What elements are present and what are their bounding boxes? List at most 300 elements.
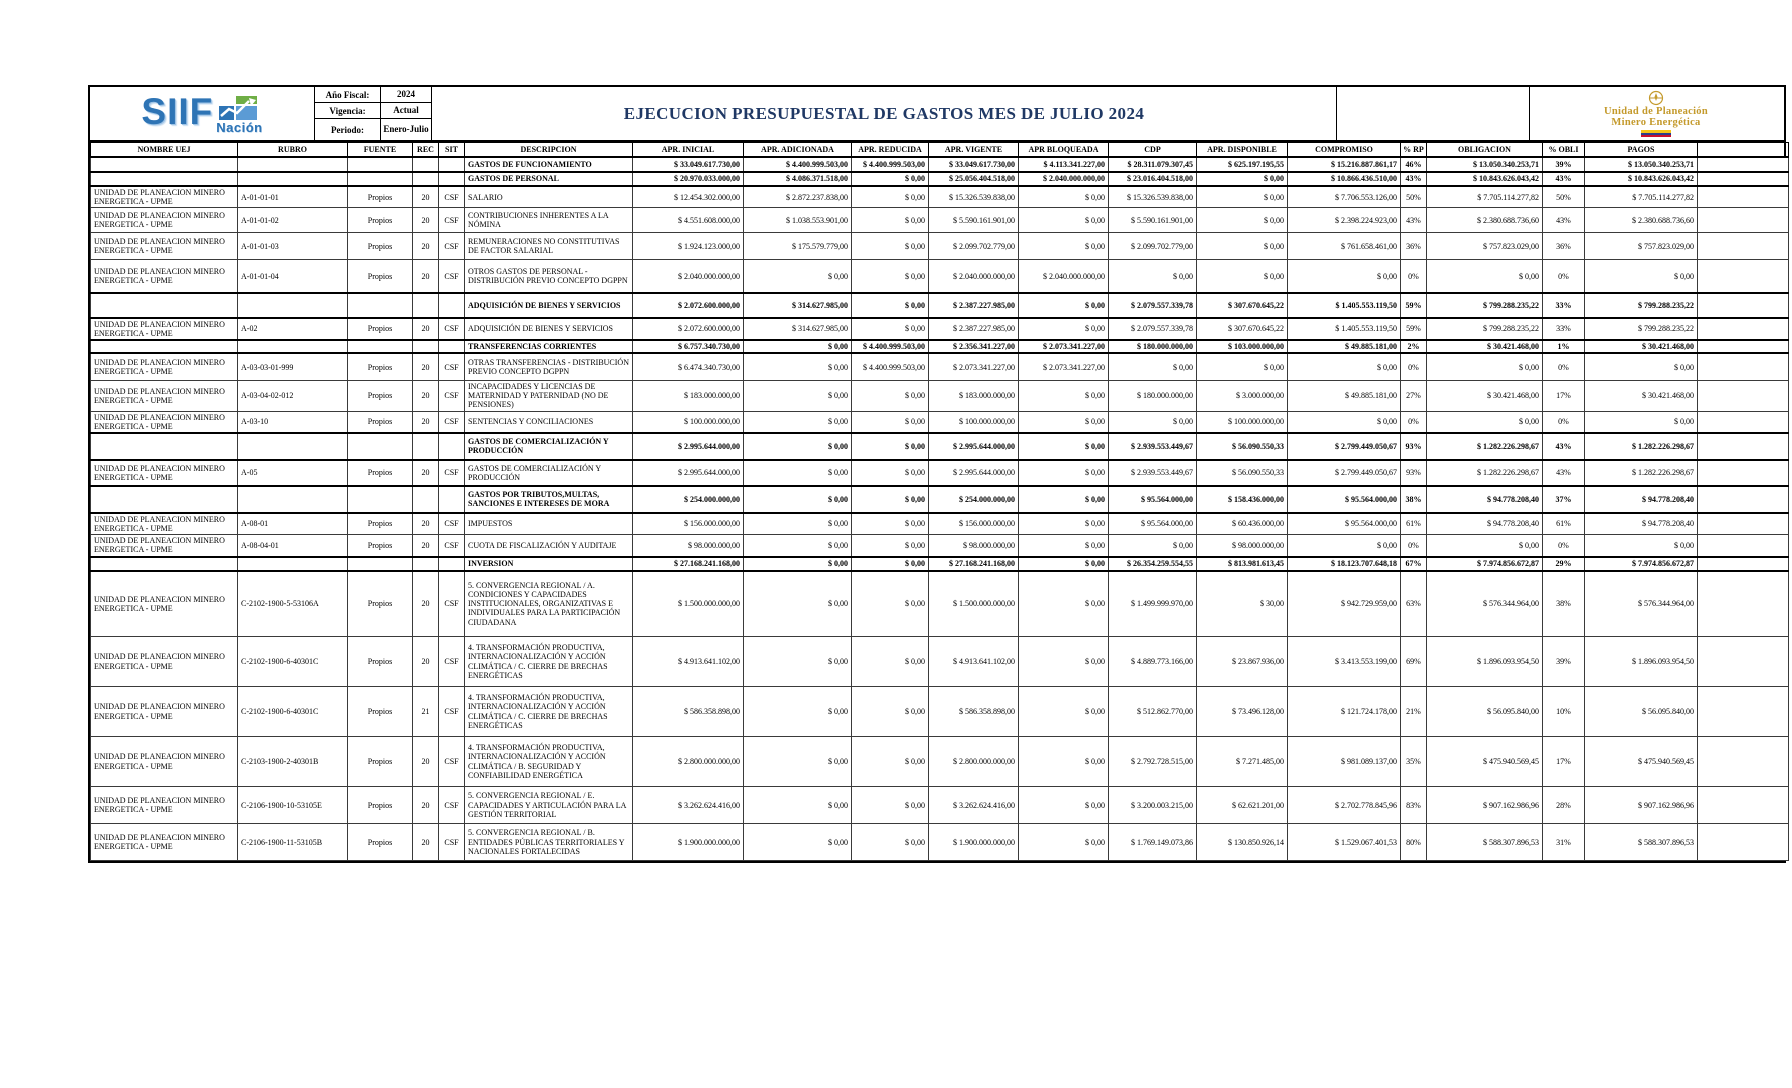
cell-desc: SALARIO [465,186,633,208]
cell-value: $ 0,00 [744,460,852,486]
cell-value: $ 0,00 [852,557,929,571]
cell-value: $ 4.400.999.503,00 [744,157,852,172]
cell-value: $ 2.380.688.736,60 [1427,208,1543,233]
cell-value: $ 0,00 [1427,353,1543,380]
cell-value: $ 2.995.644.000,00 [633,433,744,460]
cell-value: $ 1.405.553.119,50 [1288,293,1401,318]
cell-value: $ 0,00 [1585,535,1698,557]
cell-value: $ 98.000.000,00 [929,535,1019,557]
cell-fuente [348,172,413,186]
cell-value: $ 180.000.000,00 [1109,340,1197,353]
cell-value: $ 799.288.235,22 [1585,293,1698,318]
cell-value: $ 4.086.371.518,00 [744,172,852,186]
cell-value: $ 1.499.999.970,00 [1109,571,1197,637]
cell-nombre: UNIDAD DE PLANEACION MINERO ENERGETICA - UPME [91,186,238,208]
siif-chart-icon [219,96,259,122]
cell-desc: 4. TRANSFORMACIÓN PRODUCTIVA, INTERNACIONALIZACIÓN Y ACCIÓN CLIMÁTICA / C. CIERRE DE BRECHAS ENERGÉTICAS [465,687,633,737]
cell-value: $ 2.702.778.845,96 [1288,787,1401,824]
cell-value: $ 2.387.227.985,00 [929,318,1019,340]
cell-fuente: Propios [348,513,413,535]
cell-rec: 20 [413,637,439,687]
cell-fuente: Propios [348,380,413,411]
cell-value: $ 0,00 [744,353,852,380]
cell-value: $ 0,00 [1109,535,1197,557]
col-header-cdp: CDP [1109,143,1197,158]
cell-value: $ 0,00 [1019,787,1109,824]
cell-rubro: A-01-01-04 [238,260,348,293]
cell-rubro: A-02 [238,318,348,340]
cell-value: $ 0,00 [1019,513,1109,535]
cell-desc: CUOTA DE FISCALIZACIÓN Y AUDITAJE [465,535,633,557]
cell-nombre: UNIDAD DE PLANEACION MINERO ENERGETICA - UPME [91,260,238,293]
cell-value: $ 4.913.641.102,00 [633,637,744,687]
cell-empty [1698,172,1789,186]
cell-empty [1698,340,1789,353]
cell-rec: 20 [413,260,439,293]
cell-sit: CSF [439,637,465,687]
table-row [91,737,1789,787]
cell-rec: 20 [413,824,439,861]
cell-fuente: Propios [348,460,413,486]
cell-value: $ 907.162.986,96 [1585,787,1698,824]
cell-sit [439,293,465,318]
cell-value: $ 0,00 [1019,208,1109,233]
cell-value: $ 0,00 [1427,411,1543,433]
cell-value: $ 6.757.340.730,00 [633,340,744,353]
cell-empty [1698,557,1789,571]
cell-value: $ 49.885.181,00 [1288,380,1401,411]
cell-value: 33% [1543,318,1585,340]
cell-value: $ 0,00 [1019,737,1109,787]
cell-value: $ 0,00 [744,340,852,353]
cell-value: $ 0,00 [1288,411,1401,433]
cell-value: $ 0,00 [852,737,929,787]
cell-sit [439,557,465,571]
cell-value: $ 100.000.000,00 [1197,411,1288,433]
cell-value: 1% [1543,340,1585,353]
cell-value: 50% [1543,186,1585,208]
cell-value: $ 1.924.123.000,00 [633,233,744,260]
cell-value: $ 0,00 [1197,208,1288,233]
cell-value: $ 0,00 [744,513,852,535]
cell-rubro: C-2103-1900-2-40301B [238,737,348,787]
cell-value: 83% [1401,787,1427,824]
cell-desc: GASTOS DE COMERCIALIZACIÓN Y PRODUCCIÓN [465,433,633,460]
col-header-empty [1698,143,1789,158]
summary-row [91,340,1789,353]
cell-value: $ 183.000.000,00 [633,380,744,411]
cell-value: $ 4.913.641.102,00 [929,637,1019,687]
col-header-compromiso: COMPROMISO [1288,143,1401,158]
cell-value: $ 0,00 [744,557,852,571]
cell-nombre: UNIDAD DE PLANEACION MINERO ENERGETICA - UPME [91,824,238,861]
cell-rubro: C-2102-1900-6-40301C [238,687,348,737]
col-header-rec: REC [413,143,439,158]
cell-value: $ 13.050.340.253,71 [1427,157,1543,172]
cell-value: $ 576.344.964,00 [1427,571,1543,637]
cell-value: $ 0,00 [852,460,929,486]
table-row [91,318,1789,340]
cell-value: $ 4.400.999.503,00 [852,157,929,172]
cell-value: $ 0,00 [1019,535,1109,557]
cell-value: 59% [1401,293,1427,318]
cell-value: 31% [1543,824,1585,861]
cell-value: 38% [1543,571,1585,637]
cell-value: $ 0,00 [1288,353,1401,380]
cell-value: $ 30.421.468,00 [1427,340,1543,353]
cell-nombre: UNIDAD DE PLANEACION MINERO ENERGETICA - UPME [91,637,238,687]
cell-value: $ 1.500.000.000,00 [929,571,1019,637]
cell-rubro: A-05 [238,460,348,486]
cell-value: $ 130.850.926,14 [1197,824,1288,861]
cell-fuente [348,293,413,318]
cell-value: $ 0,00 [744,486,852,513]
cell-nombre: UNIDAD DE PLANEACION MINERO ENERGETICA - UPME [91,737,238,787]
cell-value: $ 156.000.000,00 [929,513,1019,535]
cell-value: $ 27.168.241.168,00 [929,557,1019,571]
cell-sit [439,433,465,460]
cell-desc: OTROS GASTOS DE PERSONAL - DISTRIBUCIÓN PREVIO CONCEPTO DGPPN [465,260,633,293]
cell-value: $ 0,00 [852,433,929,460]
cell-fuente: Propios [348,737,413,787]
table-row [91,380,1789,411]
cell-rec [413,172,439,186]
cell-value: $ 0,00 [1019,233,1109,260]
cell-rec: 20 [413,571,439,637]
fiscal-year-label: Año Fiscal: [315,87,381,102]
periodo-label: Periodo: [315,119,381,140]
cell-sit: CSF [439,513,465,535]
cell-value: $ 2.099.702.779,00 [1109,233,1197,260]
cell-value: $ 2.072.600.000,00 [633,318,744,340]
cell-value: $ 2.995.644.000,00 [929,433,1019,460]
cell-sit [439,486,465,513]
cell-empty [1698,233,1789,260]
cell-rec: 20 [413,513,439,535]
cell-value: $ 94.778.208,40 [1427,486,1543,513]
cell-rec [413,486,439,513]
cell-desc: GASTOS POR TRIBUTOS,MULTAS, SANCIONES E INTERESES DE MORA [465,486,633,513]
cell-value: $ 799.288.235,22 [1427,318,1543,340]
summary-row [91,486,1789,513]
cell-fuente [348,486,413,513]
cell-nombre: UNIDAD DE PLANEACION MINERO ENERGETICA - UPME [91,380,238,411]
cell-value: $ 0,00 [744,637,852,687]
cell-nombre: UNIDAD DE PLANEACION MINERO ENERGETICA - UPME [91,687,238,737]
cell-value: $ 2.872.237.838,00 [744,186,852,208]
colombia-flag-icon [1641,130,1671,137]
cell-value: $ 757.823.029,00 [1585,233,1698,260]
table-row [91,233,1789,260]
cell-value: $ 100.000.000,00 [929,411,1019,433]
cell-fuente [348,340,413,353]
cell-value: $ 0,00 [852,318,929,340]
cell-value: $ 475.940.569,45 [1427,737,1543,787]
cell-rubro: A-08-01 [238,513,348,535]
cell-value: $ 60.436.000,00 [1197,513,1288,535]
cell-sit: CSF [439,318,465,340]
cell-value: 0% [1401,260,1427,293]
table-row [91,824,1789,861]
col-header-apr-inicial: APR. INICIAL [633,143,744,158]
cell-value: 61% [1543,513,1585,535]
cell-value: $ 2.079.557.339,78 [1109,318,1197,340]
cell-fuente: Propios [348,535,413,557]
cell-value: $ 254.000.000,00 [633,486,744,513]
cell-value: $ 314.627.985,00 [744,318,852,340]
cell-sit: CSF [439,411,465,433]
cell-value: $ 586.358.898,00 [929,687,1019,737]
cell-sit: CSF [439,535,465,557]
cell-rec [413,557,439,571]
cell-fuente: Propios [348,571,413,637]
cell-value: $ 95.564.000,00 [1288,513,1401,535]
cell-value: $ 2.995.644.000,00 [929,460,1019,486]
cell-value: $ 2.073.341.227,00 [1019,353,1109,380]
cell-value: $ 799.288.235,22 [1585,318,1698,340]
cell-value: $ 625.197.195,55 [1197,157,1288,172]
cell-value: $ 0,00 [1197,233,1288,260]
cell-value: $ 0,00 [1019,571,1109,637]
col-header--obli: % OBLI [1543,143,1585,158]
cell-nombre [91,172,238,186]
cell-value: 50% [1401,186,1427,208]
budget-execution-report [88,85,1786,863]
cell-value: $ 0,00 [1427,535,1543,557]
cell-value: $ 2.072.600.000,00 [633,293,744,318]
cell-value: $ 23.867.936,00 [1197,637,1288,687]
cell-sit: CSF [439,787,465,824]
cell-value: $ 2.040.000.000,00 [1019,172,1109,186]
cell-sit: CSF [439,824,465,861]
cell-desc: GASTOS DE FUNCIONAMIENTO [465,157,633,172]
cell-nombre [91,157,238,172]
cell-value: $ 588.307.896,53 [1585,824,1698,861]
cell-empty [1698,157,1789,172]
cell-value: $ 4.889.773.166,00 [1109,637,1197,687]
cell-value: $ 0,00 [852,513,929,535]
cell-empty [1698,486,1789,513]
col-header-fuente: FUENTE [348,143,413,158]
cell-value: 38% [1401,486,1427,513]
cell-value: 80% [1401,824,1427,861]
cell-value: $ 62.621.201,00 [1197,787,1288,824]
cell-value: $ 0,00 [744,260,852,293]
cell-rubro: A-01-01-03 [238,233,348,260]
cell-value: $ 2.799.449.050,67 [1288,433,1401,460]
cell-value: $ 4.113.341.227,00 [1019,157,1109,172]
cell-value: $ 26.354.259.554,55 [1109,557,1197,571]
cell-fuente: Propios [348,637,413,687]
cell-value: $ 15.326.539.838,00 [929,186,1019,208]
cell-value: $ 0,00 [1109,411,1197,433]
summary-row [91,172,1789,186]
cell-rubro: A-03-04-02-012 [238,380,348,411]
cell-nombre [91,340,238,353]
cell-value: 43% [1543,433,1585,460]
table-row [91,260,1789,293]
cell-fuente [348,557,413,571]
cell-value: $ 0,00 [1427,260,1543,293]
cell-value: 39% [1543,637,1585,687]
cell-value: $ 2.040.000.000,00 [1019,260,1109,293]
cell-value: $ 0,00 [744,411,852,433]
table-row [91,787,1789,824]
cell-value: $ 475.940.569,45 [1585,737,1698,787]
cell-value: $ 94.778.208,40 [1585,513,1698,535]
cell-value: $ 512.862.770,00 [1109,687,1197,737]
cell-desc: REMUNERACIONES NO CONSTITUTIVAS DE FACTOR SALARIAL [465,233,633,260]
title-cell [432,87,1337,140]
cell-value: 63% [1401,571,1427,637]
col-header-sit: SIT [439,143,465,158]
cell-value: $ 10.843.626.043,42 [1427,172,1543,186]
cell-value: $ 0,00 [1288,260,1401,293]
cell-value: 36% [1401,233,1427,260]
cell-sit: CSF [439,186,465,208]
cell-value: $ 158.436.000,00 [1197,486,1288,513]
cell-fuente: Propios [348,824,413,861]
cell-value: $ 0,00 [852,172,929,186]
cell-rec: 20 [413,535,439,557]
cell-value: $ 0,00 [744,737,852,787]
cell-value: $ 576.344.964,00 [1585,571,1698,637]
cell-value: $ 100.000.000,00 [633,411,744,433]
cell-value: $ 2.040.000.000,00 [633,260,744,293]
cell-desc: 4. TRANSFORMACIÓN PRODUCTIVA, INTERNACIONALIZACIÓN Y ACCIÓN CLIMÁTICA / C. CIERRE DE BRECHAS ENERGÉTICAS [465,637,633,687]
cell-empty [1698,460,1789,486]
cell-nombre: UNIDAD DE PLANEACION MINERO ENERGETICA - UPME [91,571,238,637]
upme-logo-line1: Unidad de Planeación [1603,105,1709,117]
cell-sit [439,340,465,353]
cell-desc: SENTENCIAS Y CONCILIACIONES [465,411,633,433]
cell-nombre: UNIDAD DE PLANEACION MINERO ENERGETICA - UPME [91,318,238,340]
cell-value: $ 0,00 [852,380,929,411]
cell-value: $ 15.216.887.861,17 [1288,157,1401,172]
cell-value: $ 10.866.436.510,00 [1288,172,1401,186]
cell-value: $ 0,00 [1019,380,1109,411]
cell-value: 43% [1543,172,1585,186]
cell-value: $ 3.262.624.416,00 [633,787,744,824]
cell-value: 28% [1543,787,1585,824]
fiscal-year-row [315,87,431,103]
cell-value: $ 56.090.550,33 [1197,460,1288,486]
cell-sit: CSF [439,737,465,787]
cell-value: $ 23.016.404.518,00 [1109,172,1197,186]
cell-fuente: Propios [348,233,413,260]
cell-value: $ 175.579.779,00 [744,233,852,260]
cell-value: 69% [1401,637,1427,687]
cell-rubro [238,293,348,318]
cell-value: $ 0,00 [1019,557,1109,571]
cell-value: $ 907.162.986,96 [1427,787,1543,824]
upme-logo-line2: Minero Energética [1611,117,1701,128]
summary-row [91,157,1789,172]
column-header-row [91,143,1789,158]
cell-nombre: UNIDAD DE PLANEACION MINERO ENERGETICA - UPME [91,787,238,824]
cell-value: $ 0,00 [1197,172,1288,186]
cell-desc: 5. CONVERGENCIA REGIONAL / B. ENTIDADES PÚBLICAS TERRITORIALES Y NACIONALES FORTALECIDAS [465,824,633,861]
cell-value: 59% [1401,318,1427,340]
cell-value: $ 4.400.999.503,00 [852,353,929,380]
cell-value: $ 30.421.468,00 [1585,380,1698,411]
cell-value: $ 1.038.553.901,00 [744,208,852,233]
cell-value: $ 2.995.644.000,00 [633,460,744,486]
cell-value: $ 2.380.688.736,60 [1585,208,1698,233]
cell-value: $ 27.168.241.168,00 [633,557,744,571]
cell-rec: 20 [413,737,439,787]
cell-value: $ 2.792.728.515,00 [1109,737,1197,787]
cell-value: $ 314.627.985,00 [744,293,852,318]
cell-value: $ 2.079.557.339,78 [1109,293,1197,318]
upme-crest-icon [1646,90,1666,106]
cell-value: $ 307.670.645,22 [1197,318,1288,340]
cell-value: $ 49.885.181,00 [1288,340,1401,353]
cell-value: 2% [1401,340,1427,353]
cell-rec: 20 [413,353,439,380]
cell-fuente: Propios [348,353,413,380]
cell-value: $ 95.564.000,00 [1109,513,1197,535]
cell-fuente: Propios [348,186,413,208]
cell-value: $ 2.073.341.227,00 [929,353,1019,380]
cell-value: $ 0,00 [852,186,929,208]
cell-value: $ 94.778.208,40 [1427,513,1543,535]
cell-desc: 4. TRANSFORMACIÓN PRODUCTIVA, INTERNACIONALIZACIÓN Y ACCIÓN CLIMÁTICA / B. SEGURIDAD Y CONFIABILIDAD ENERGÉTICA [465,737,633,787]
cell-value: $ 1.282.226.298,67 [1427,460,1543,486]
cell-value: $ 0,00 [744,535,852,557]
cell-value: $ 7.705.114.277,82 [1585,186,1698,208]
cell-value: $ 121.724.178,00 [1288,687,1401,737]
cell-value: $ 10.843.626.043,42 [1585,172,1698,186]
cell-value: $ 1.896.093.954,50 [1427,637,1543,687]
cell-desc: IMPUESTOS [465,513,633,535]
cell-empty [1698,787,1789,824]
cell-value: $ 2.387.227.985,00 [929,293,1019,318]
col-header--rp: % RP [1401,143,1427,158]
cell-value: $ 180.000.000,00 [1109,380,1197,411]
cell-fuente: Propios [348,318,413,340]
cell-value: 43% [1543,460,1585,486]
cell-nombre: UNIDAD DE PLANEACION MINERO ENERGETICA - UPME [91,353,238,380]
cell-value: 67% [1401,557,1427,571]
cell-value: 46% [1401,157,1427,172]
siif-logo-text: SIIF [141,91,214,132]
cell-value: $ 2.799.449.050,67 [1288,460,1401,486]
cell-value: $ 2.040.000.000,00 [929,260,1019,293]
cell-nombre [91,486,238,513]
cell-value: $ 0,00 [852,293,929,318]
cell-value: $ 981.089.137,00 [1288,737,1401,787]
cell-rec: 20 [413,233,439,260]
cell-desc: INVERSION [465,557,633,571]
cell-value: $ 254.000.000,00 [929,486,1019,513]
col-header-apr-bloqueada: APR BLOQUEADA [1019,143,1109,158]
vigencia-row [315,103,431,119]
col-header-apr-disponible: APR. DISPONIBLE [1197,143,1288,158]
cell-value: 0% [1401,535,1427,557]
cell-value: 17% [1543,380,1585,411]
report-header [90,87,1784,142]
cell-empty [1698,433,1789,460]
cell-value: 17% [1543,737,1585,787]
vigencia-label: Vigencia: [315,103,381,118]
cell-rec [413,293,439,318]
col-header-apr-vigente: APR. VIGENTE [929,143,1019,158]
cell-rubro: C-2106-1900-11-53105B [238,824,348,861]
cell-sit: CSF [439,353,465,380]
cell-desc: CONTRIBUCIONES INHERENTES A LA NÓMINA [465,208,633,233]
cell-nombre: UNIDAD DE PLANEACION MINERO ENERGETICA - UPME [91,411,238,433]
